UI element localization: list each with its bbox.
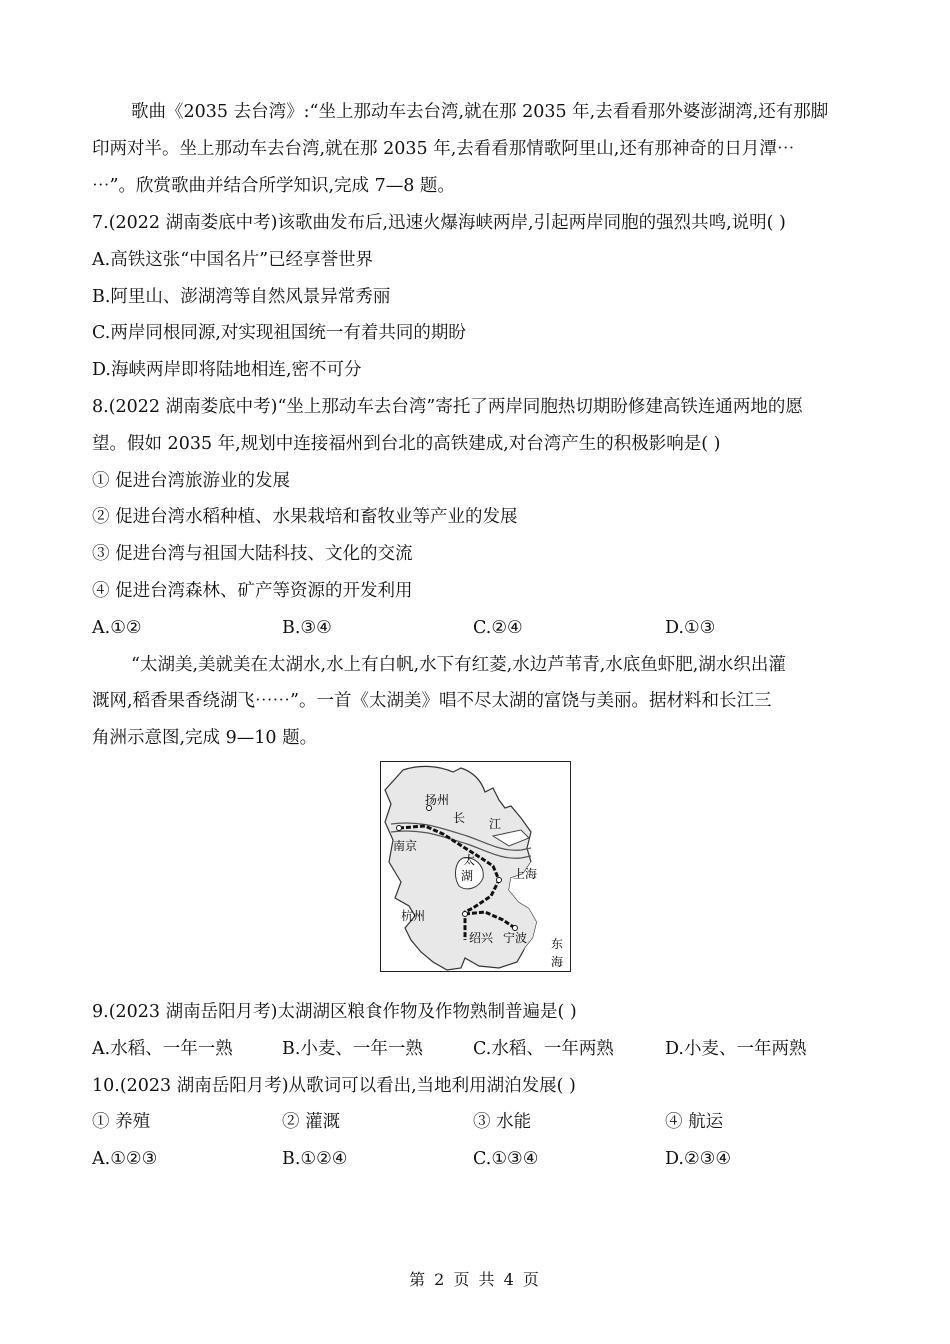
q7-option-b: B.阿里山、澎湖湾等自然风景异常秀丽 [92,287,391,307]
q7-option-c: C.两岸同根同源,对实现祖国统一有着共同的期盼 [92,323,466,343]
q8-stem-line-1: 8.(2022 湖南娄底中考)“坐上那动车去台湾”寄托了两岸同胞热切期盼修建高铁连通两地的愿 [92,397,803,417]
q8-options [92,616,872,640]
q8-item-4: ④ 促进台湾森林、矿产等资源的开发利用 [92,581,413,601]
q10-item-3: ③ 水能 [473,1112,532,1132]
intro1-line-2: 印两对半。坐上那动车去台湾,就在那 2035 年,去看看那情歌阿里山,还有那神奇的日月潭⋯ [92,139,795,159]
label-shanghai: 上海 [513,867,538,881]
q10-option-a: A.①②③ [92,1149,158,1169]
q8-option-a: A.①② [92,618,142,638]
intro2-line-2: 溉网,稻香果香绕湖飞⋯⋯”。一首《太湖美》唱不尽太湖的富饶与美丽。据材料和长江三 [92,691,772,711]
q9-option-c: C.水稻、一年两熟 [473,1039,614,1059]
q7-stem: 7.(2022 湖南娄底中考)该歌曲发布后,迅速火爆海峡两岸,引起两岸同胞的强烈共鸣,说明( ) [92,213,786,233]
q10-option-d: D.②③④ [665,1149,732,1169]
label-hu: 湖 [461,869,474,883]
q9-stem: 9.(2023 湖南岳阳月考)太湖湖区粮食作物及作物熟制普遍是( ) [92,1002,577,1022]
nanjing-dot [397,826,402,831]
map-drawing [381,762,570,971]
label-nanjing: 南京 [393,839,418,853]
intro2-line-1: “太湖美,美就美在太湖水,水上有白帆,水下有红菱,水边芦苇青,水底鱼虾肥,湖水织出灌 [131,655,786,675]
label-hangzhou: 杭州 [401,909,426,923]
page-footer: 第 2 页 共 4 页 [409,1270,541,1289]
q9-options [92,1037,872,1061]
label-ningbo: 宁波 [503,931,528,945]
q8-option-c: C.②④ [473,618,523,638]
label-dong: 东 [551,937,564,951]
q10-options [92,1147,872,1171]
q10-item-2: ② 灌溉 [282,1112,341,1132]
intro2-line-3: 角洲示意图,完成 9—10 题。 [92,728,318,748]
label-jiang: 江 [489,817,502,831]
label-chang: 长 [453,811,466,825]
q10-stem: 10.(2023 湖南岳阳月考)从歌词可以看出,当地利用湖泊发展( ) [92,1076,576,1096]
q8-option-b: B.③④ [282,618,332,638]
q8-item-1: ① 促进台湾旅游业的发展 [92,471,291,491]
hangzhou-dot [463,912,468,917]
q7-option-d: D.海峡两岸即将陆地相连,密不可分 [92,360,362,380]
q10-option-c: C.①③④ [473,1149,539,1169]
q10-option-b: B.①②④ [282,1149,348,1169]
intro1-line-3: ⋯”。欣赏歌曲并结合所学知识,完成 7—8 题。 [92,176,455,196]
q9-option-b: B.小麦、一年一熟 [282,1039,423,1059]
q9-option-d: D.小麦、一年两熟 [665,1039,807,1059]
q9-option-a: A.水稻、一年一熟 [92,1039,233,1059]
label-yangzhou: 扬州 [425,793,450,807]
q10-item-1: ① 养殖 [92,1112,151,1132]
q8-stem-line-2: 望。假如 2035 年,规划中连接福州到台北的高铁建成,对台湾产生的积极影响是( ) [92,434,721,454]
q8-option-d: D.①③ [665,618,716,638]
ningbo-dot [513,926,518,931]
q10-item-4: ④ 航运 [665,1112,724,1132]
yangtze-delta-map [380,761,571,972]
label-tai: 太 [463,853,476,867]
q7-option-a: A.高铁这张“中国名片”已经享誉世界 [92,250,374,270]
q8-item-2: ② 促进台湾水稻种植、水果栽培和畜牧业等产业的发展 [92,507,518,527]
q10-items [92,1110,872,1134]
q8-item-3: ③ 促进台湾与祖国大陆科技、文化的交流 [92,544,413,564]
label-shaoxing: 绍兴 [469,931,494,945]
intro1-line-1: 歌曲《2035 去台湾》:“坐上那动车去台湾,就在那 2035 年,去看看那外婆澎湖湾,还有那脚 [131,102,829,122]
label-hai: 海 [551,955,564,969]
shanghai-dot [497,878,502,883]
